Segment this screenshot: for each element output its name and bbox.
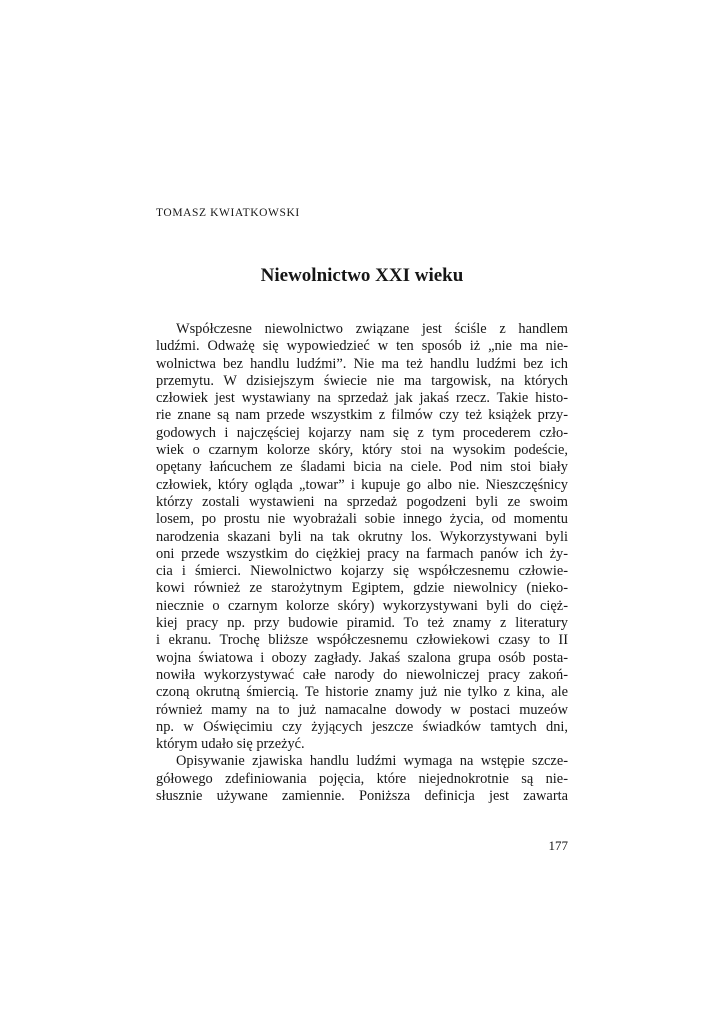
text-line: i ekranu. Trochę bliższe współczesnemu człowiekowi czasy to II [156, 632, 568, 649]
text-line: narodzenia skazani byli na tak okrutny los. Wykorzystywani byli [156, 528, 568, 545]
text-line: słusznie używane zamiennie. Poniższa definicja jest zawarta [156, 788, 568, 805]
text-line: wiek o czarnym kolorze skóry, który stoi na wysokim podeście, [156, 442, 568, 459]
text-line: cia i śmierci. Niewolnictwo kojarzy się współczesnemu człowie- [156, 563, 568, 580]
text-line: człowiek jest wystawiany na sprzedaż jak jakaś rzecz. Takie histo- [156, 390, 568, 407]
text-line: wolnictwa bez handlu ludźmi”. Nie ma też handlu ludźmi bez ich [156, 355, 568, 372]
text-line: opętany łańcuchem ze śladami bicia na ciele. Pod nim stoi biały [156, 459, 568, 476]
text-line: człowiek, który ogląda „towar” i kupuje go albo nie. Nieszczęśnicy [156, 476, 568, 493]
text-line: gółowego zdefiniowania pojęcia, które niejednokrotnie są nie- [156, 770, 568, 787]
text-line: nowiła wykorzystywać całe narody do niewolniczej pracy zakoń- [156, 666, 568, 683]
text-line: którzy zostali wystawieni na sprzedaż pogodzeni byli ze swoim [156, 493, 568, 510]
text-line: wojna światowa i obozy zagłady. Jakaś szalona grupa osób posta- [156, 649, 568, 666]
text-line: czoną okrutną śmiercią. Te historie znamy już nie tylko z kina, ale [156, 684, 568, 701]
chapter-title: Niewolnictwo XXI wieku [260, 265, 464, 286]
text-line: niecznie o czarnym kolorze skóry) wykorzystywani byli do cięż- [156, 597, 568, 614]
text-line: kowi również ze starożytnym Egiptem, gdzie niewolnicy (nieko- [156, 580, 568, 597]
text-line: kiej pracy np. przy budowie piramid. To też znamy z literatury [156, 615, 568, 632]
text-line: rie znane są nam przede wszystkim z filmów czy też książek przy- [156, 407, 568, 424]
body-text [156, 321, 568, 805]
text-line: również mamy na to już namacalne dowody w postaci muzeów [156, 701, 568, 718]
running-header-author: TOMASZ KWIATKOWSKI [156, 207, 300, 219]
text-line: którym udało się przeżyć. [156, 736, 305, 753]
text-line: przemytu. W dzisiejszym świecie nie ma targowisk, na których [156, 372, 568, 389]
text-line: Współczesne niewolnictwo związane jest ściśle z handlem [176, 321, 568, 337]
text-line: oni przede wszystkim do ciężkiej pracy na farmach panów ich ży- [156, 545, 568, 562]
text-line: ludźmi. Odważę się wypowiedzieć w ten sposób iż „nie ma nie- [156, 338, 568, 355]
text-line: np. w Oświęcimiu czy żyjących jeszcze świadków tamtych dni, [156, 718, 568, 735]
text-line: godowych i najczęściej kojarzy nam się z tym procederem czło- [156, 424, 568, 441]
text-line: losem, po prostu nie wyobrażali sobie innego życia, od momentu [156, 511, 568, 528]
text-line: Opisywanie zjawiska handlu ludźmi wymaga na wstępie szcze- [176, 753, 568, 770]
page-number: 177 [548, 838, 568, 853]
